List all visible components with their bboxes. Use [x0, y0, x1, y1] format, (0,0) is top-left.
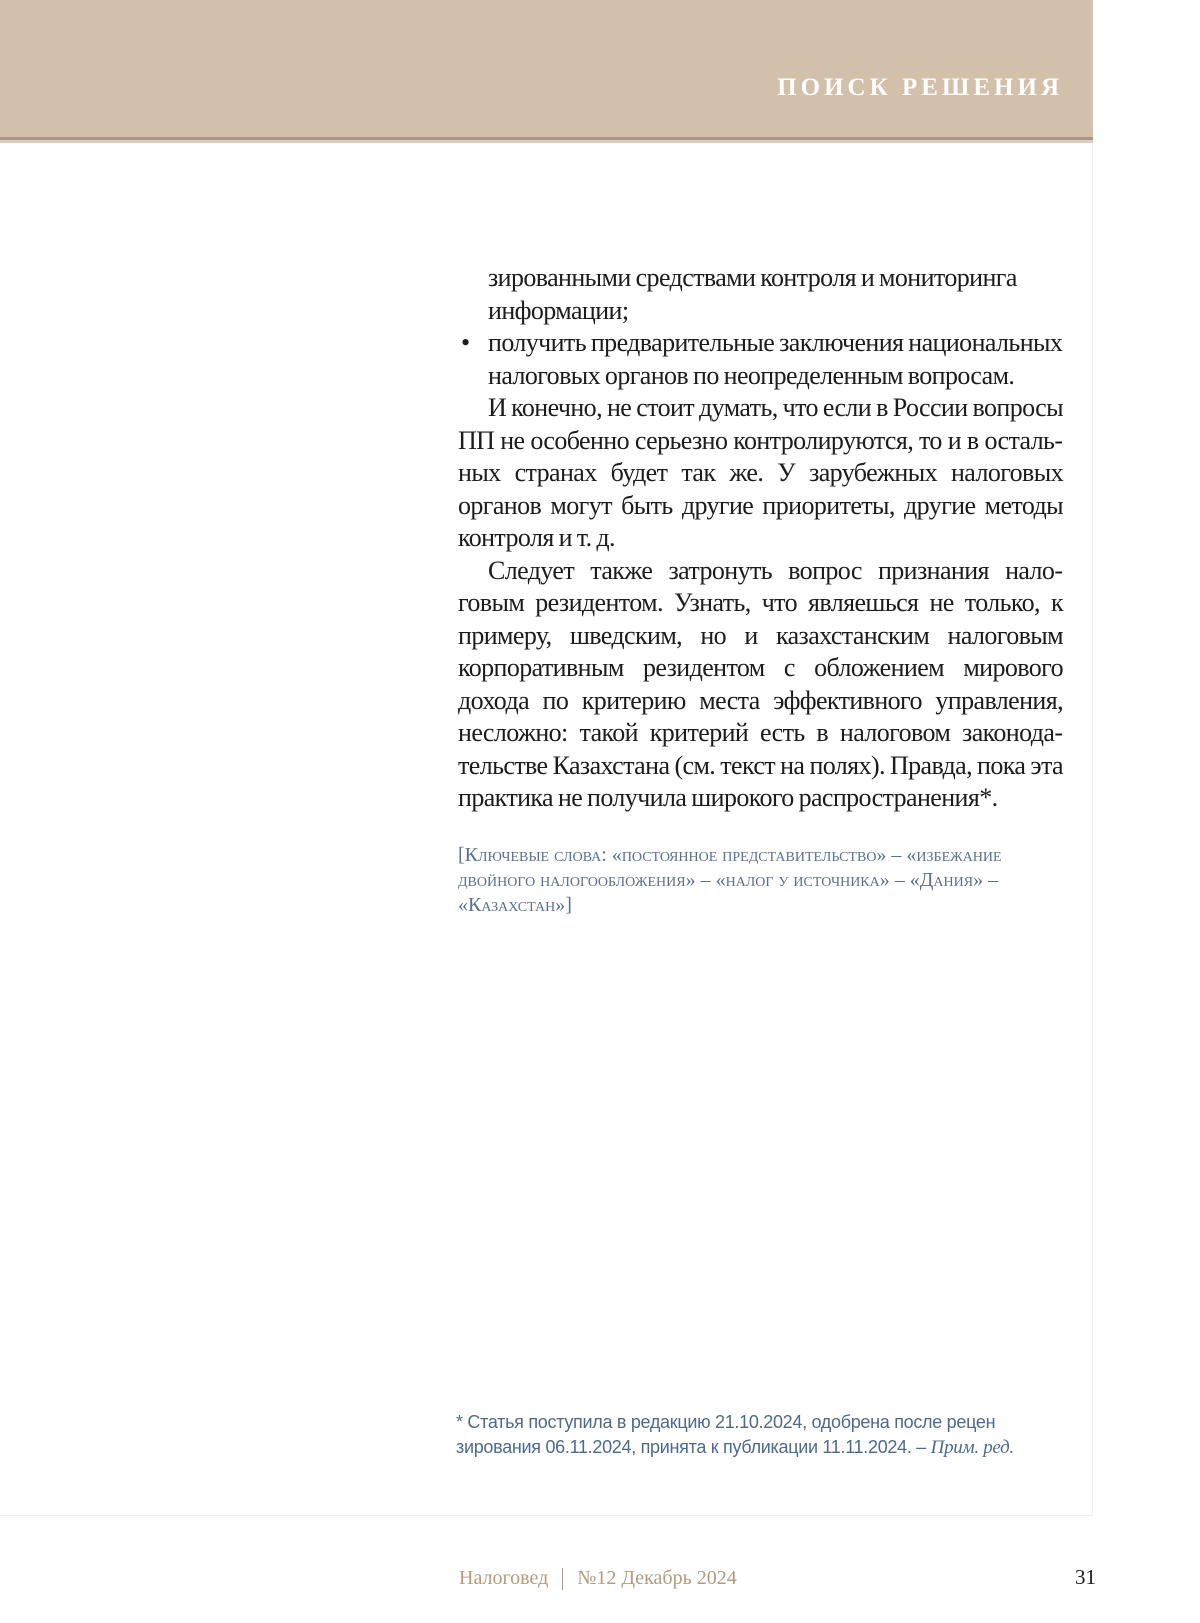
paragraph: И конечно, не стоит думать, что если в России вопросы ПП не особенно серьезно контролируются, то и в остальных странах будет так же. У зарубежных налоговых органов могут быть другие приоритеты, другие методы контроля и т. д. — [458, 393, 1063, 552]
article-body — [458, 262, 1063, 815]
page-number: 31 — [1075, 1565, 1096, 1589]
issue-label: №12 Декабрь 2024 — [577, 1567, 737, 1589]
footer-divider — [562, 1568, 563, 1590]
continued-line: информации; — [488, 295, 629, 325]
footnote-text: * Статья поступила в редакцию 21.10.2024, одобрена после рецен зирования 06.11.2024, принята к публикации 11.11.2024. – — [456, 1412, 996, 1457]
keywords-block: [Ключевые слова: «постоянное представительство» – «избежание двойного налогообложения» – «налог у источника» – «Дания» – «Казахстан»] — [458, 844, 1002, 916]
bullet-item — [458, 327, 1063, 392]
journal-name: Налоговед — [459, 1567, 549, 1589]
continued-line: зированными средствами контроля и мониторинга — [488, 263, 1017, 292]
bullet-icon: • — [461, 328, 470, 357]
footnote-signature: Прим. ред. — [930, 1437, 1014, 1458]
bullet-text: получить предварительные заключения национальных налоговых органов по неопределенным вопросам. — [488, 328, 1063, 390]
header-band — [0, 0, 1093, 140]
section-title: ПОИСК РЕШЕНИЯ — [777, 74, 1063, 101]
footnote — [456, 1410, 1076, 1460]
page-footer — [459, 1567, 737, 1590]
paragraph: Следует также затронуть вопрос признания налоговым резидентом. Узнать, что являешься не только, к примеру, шведским, но и казахстанским налоговым корпоративным резидентом с обложением мирового дохода по критерию места эффективного управления, несложно: такой критерий есть в налоговом законодательстве Казахстана (см. текст на полях). Правда, пока эта практика не получила широкого распространения*. — [458, 555, 1063, 812]
